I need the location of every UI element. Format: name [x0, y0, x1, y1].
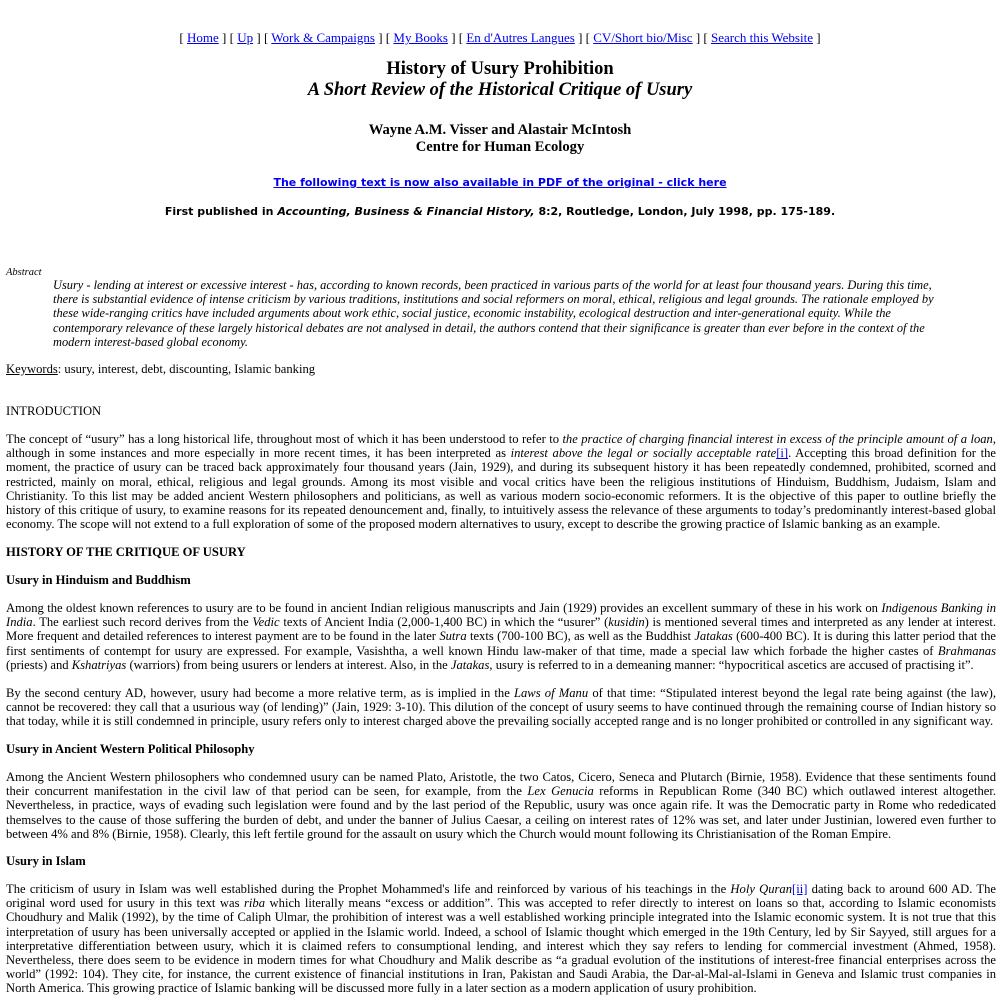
introduction-heading: INTRODUCTION [6, 404, 102, 418]
page-subtitle: A Short Review of the Historical Critique of Usury [307, 80, 693, 100]
nav-separator: ] [ [574, 30, 594, 45]
author-names: Wayne A.M. Visser and Alastair McIntosh [368, 122, 632, 138]
footnote-link-ii[interactable]: [ii] [792, 882, 808, 896]
text-run-italic: Holy Quran [730, 882, 793, 896]
text-run-italic: Kshatriyas [71, 657, 127, 672]
text-run: texts (700-100 BC), as well as the Buddhist [466, 629, 695, 644]
text-run-italic: Brahmanas [937, 643, 996, 658]
pub-journal: Accounting, Business & Financial History, [277, 205, 535, 218]
nav-separator: ] [ [218, 30, 238, 45]
text-run: . The earliest such record derives from the [32, 615, 253, 630]
history-heading: HISTORY OF THE CRITIQUE OF USURY [6, 545, 246, 559]
keywords-line [6, 362, 996, 376]
text-run-italic: Vedic [252, 615, 280, 630]
nav-link-search[interactable]: Search this Website [711, 30, 813, 45]
text-run: ) is mentioned several times and interpreted as any lender at interest. More frequent and detailed references to interest payment are to be found in the later [6, 615, 996, 644]
text-run: Among the Ancient Western philosophers who condemned usury can be named Plato, Aristotle, the two Catos, Cicero, Seneca and Plutarch (Birnie, 1958). Evidence that these sentiments found their concurrent manifestation in the civil law of that period can be seen, for example, from the [6, 770, 996, 799]
pub-suffix: 8:2, Routledge, London, July 1998, pp. 175-189. [534, 205, 836, 218]
text-run: dating back to around 600 AD. The original word used for usury in this text was [6, 882, 997, 911]
text-run: reforms in Republican Rome (340 BC) which outlawed interest altogether. Nevertheless, in practice, ways of evading such legislation were found and by the last period of the Republic, usury was once again rife. It was the Democratic party in Rome who rededicated themselves to the cause of those suffering the burden of debt, and under the banner of Julius Caesar, a ceiling on interest rates of 12% was set, and later under Justinian, lowered even further to between 4% and 8% (Birnie, 1958). Clearly, this left fertile ground for the assault on usury which the Church would mount following its Christianisation of the Roman Empire. [6, 784, 996, 841]
text-run: (warriors) from being usurers or lenders at interest. Also, in the [126, 657, 451, 672]
islam-paragraph [6, 882, 996, 996]
nav-bracket: [ [179, 30, 188, 45]
nav-link-up[interactable]: Up [237, 30, 254, 45]
nav-link-home[interactable]: Home [187, 30, 219, 45]
text-run: The concept of “usury” has a long historical life, throughout most of which it has been understood to refer to [6, 432, 563, 446]
text-run-italic: Jatakas [450, 657, 490, 672]
pub-prefix: First published in [164, 205, 278, 218]
text-run-italic: Sutra [439, 629, 467, 644]
nav-link-cv-bio[interactable]: CV/Short bio/Misc [593, 30, 693, 45]
text-run: , usury is referred to in a demeaning manner: “hypocritical ascetics are accused of practising it”. [489, 657, 974, 672]
hinduism-buddhism-heading: Usury in Hinduism and Buddhism [6, 573, 191, 587]
text-run-italic: the practice of charging financial interest in excess of the principle amount of a loan [562, 432, 993, 446]
islam-heading: Usury in Islam [6, 854, 86, 868]
text-run-italic: Laws of Manu [514, 686, 589, 700]
publication-info [0, 205, 1000, 219]
text-run-italic: Indigenous Banking in India [6, 601, 996, 630]
pdf-link-line [0, 176, 1000, 190]
author-affiliation: Centre for Human Ecology [415, 139, 585, 155]
introduction-paragraph [6, 432, 996, 531]
text-run-italic: kusidin [608, 615, 645, 630]
pdf-link[interactable]: The following text is now also available in PDF of the original - click here [273, 176, 727, 189]
abstract-text: Usury - lending at interest or excessive interest - has, according to known records, been practiced in various parts of the world for at least four thousand years. During this time, there is substantial evidence of intense criticism by various traditions, institutions and social reformers on moral, ethical, religious and legal grounds. The rationale employed by these wide-ranging critics have included arguments about work ethic, social justice, economic instability, ecological destruction and inter-generational equity. While the contemporary relevance of these largely historical debates are not analysed in detail, the authors contend that their significance is greater than ever before in the context of the modern interest-based global economy. [53, 278, 934, 349]
western-philosophy-paragraph [6, 770, 996, 841]
keywords-label: Keywords [6, 362, 58, 376]
nav-separator: ] [ [447, 30, 467, 45]
text-run: (priests) and [6, 657, 72, 672]
page-title: History of Usury Prohibition [386, 59, 614, 79]
hinduism-paragraph-1 [6, 601, 996, 672]
footnote-link-i[interactable]: [i] [776, 446, 789, 461]
keywords-text: : usury, interest, debt, discounting, Islamic banking [57, 362, 316, 376]
text-run-italic: interest above the legal or socially acceptable rate [510, 446, 777, 461]
text-run: which literally means “excess or addition”. This was accepted to refer directly to interest on loans so that, according to Islamic economists Choudhury and Malik (1992), by the time of Caliph Ulmar, the prohibition of interest was a well established working principle integrated into the Islamic economic system. It is not true that this interpretation of usury has been universally accepted or applied in the Islamic world. Indeed, a school of Islamic thought which emerged in the 19th Century, led by Sir Sayyed, still argues for a interpretative differentiation between usury, which it is claimed refers to consumptional lending, and interest which they say refers to lending for commercial investment (Ahmed, 1958). Nevertheless, there does seem to be evidence in modern times for what Choudhury and Malik describe as “a gradual evolution of the institutions of interest-free financial enterprises across the world” (1992: 104). They cite, for instance, the current existence of financial institutions in Iran, Pakistan and Saudi Arabia, the Dar-al-Mal-al-Islami in Geneva and Islamic trust companies in North America. This growing practice of Islamic banking will be discussed more fully in a later section as a modern application of usury prohibition. [6, 896, 996, 996]
text-run: Among the oldest known references to usury are to be found in ancient Indian religious manuscripts and Jain (1929) provides an excellent summary of these in his work on [6, 601, 882, 615]
text-run: The criticism of usury in Islam was well established during the Prophet Mohammed's life and reinforced by various of his teachings in the [6, 882, 731, 896]
text-run-italic: Lex Genucia [527, 784, 594, 799]
text-run-italic: Jatakas [694, 629, 733, 644]
text-run: of that time: “Stipulated interest beyond the legal rate being against (the law), cannot be recovered: they call that a usurious way (of lending)” (Jain, 1929: 3-10). This dilution of the concept of usury seems to have continued through the remaining course of Indian history so that today, while it is still condemned in principle, usury refers only to interest charged above the prevailing socially accepted range and is no longer prohibited or controlled in any significant way. [6, 686, 996, 729]
author-block [0, 122, 1000, 156]
nav-separator: ] [ [374, 30, 394, 45]
text-run: , although in some instances and more especially in more recent times, it has been interpreted as [6, 432, 996, 461]
nav-separator: ] [ [692, 30, 712, 45]
hinduism-paragraph-2 [6, 686, 996, 729]
text-run: texts of Ancient India (2,000-1,400 BC) in which the “usurer” ( [279, 615, 609, 630]
text-run-italic: riba [244, 896, 266, 911]
nav-bracket: ] [812, 30, 821, 45]
abstract-label: Abstract [6, 267, 42, 278]
top-navigation [0, 31, 1000, 45]
text-run: . Accepting this broad definition for the moment, the practice of usury can be traced back approximately four thousand years (Jain, 1929), and during its subsequent history it has been repeatedly condemned, prohibited, scorned and restricted, mainly on moral, ethical, religious and legal grounds. Among its most visible and vocal critics have been the religious institutions of Hinduism, Buddhism, Judaism, Islam and Christianity. To this list may be added ancient Western philosophers and politicians, as well as various modern socio-economic reformers. It is the objective of this paper to outline briefly the history of this critique of usury, to examine reasons for its repeated denouncement and, finally, to intuitively assess the relevance of these arguments to today’s predominantly interest-based global economy. The scope will not extend to a full exploration of some of the proposed modern alternatives to usury, except to describe the growing practice of Islamic banking as an example. [6, 446, 996, 532]
text-run: By the second century AD, however, usury had become a more relative term, as is implied in the [6, 686, 514, 700]
nav-separator: ] [ [253, 30, 272, 45]
western-philosophy-heading: Usury in Ancient Western Political Philosophy [6, 742, 255, 756]
nav-link-other-languages[interactable]: En d'Autres Langues [466, 30, 575, 45]
text-run: (600-400 BC). It is during this latter period that the first sentiments of contempt for usury are expressed. For example, Vasishtha, a well known Hindu law-maker of that time, made a special law which forbade the higher castes of [6, 629, 997, 658]
nav-link-work-campaigns[interactable]: Work & Campaigns [271, 30, 375, 45]
nav-link-my-books[interactable]: My Books [393, 30, 448, 45]
